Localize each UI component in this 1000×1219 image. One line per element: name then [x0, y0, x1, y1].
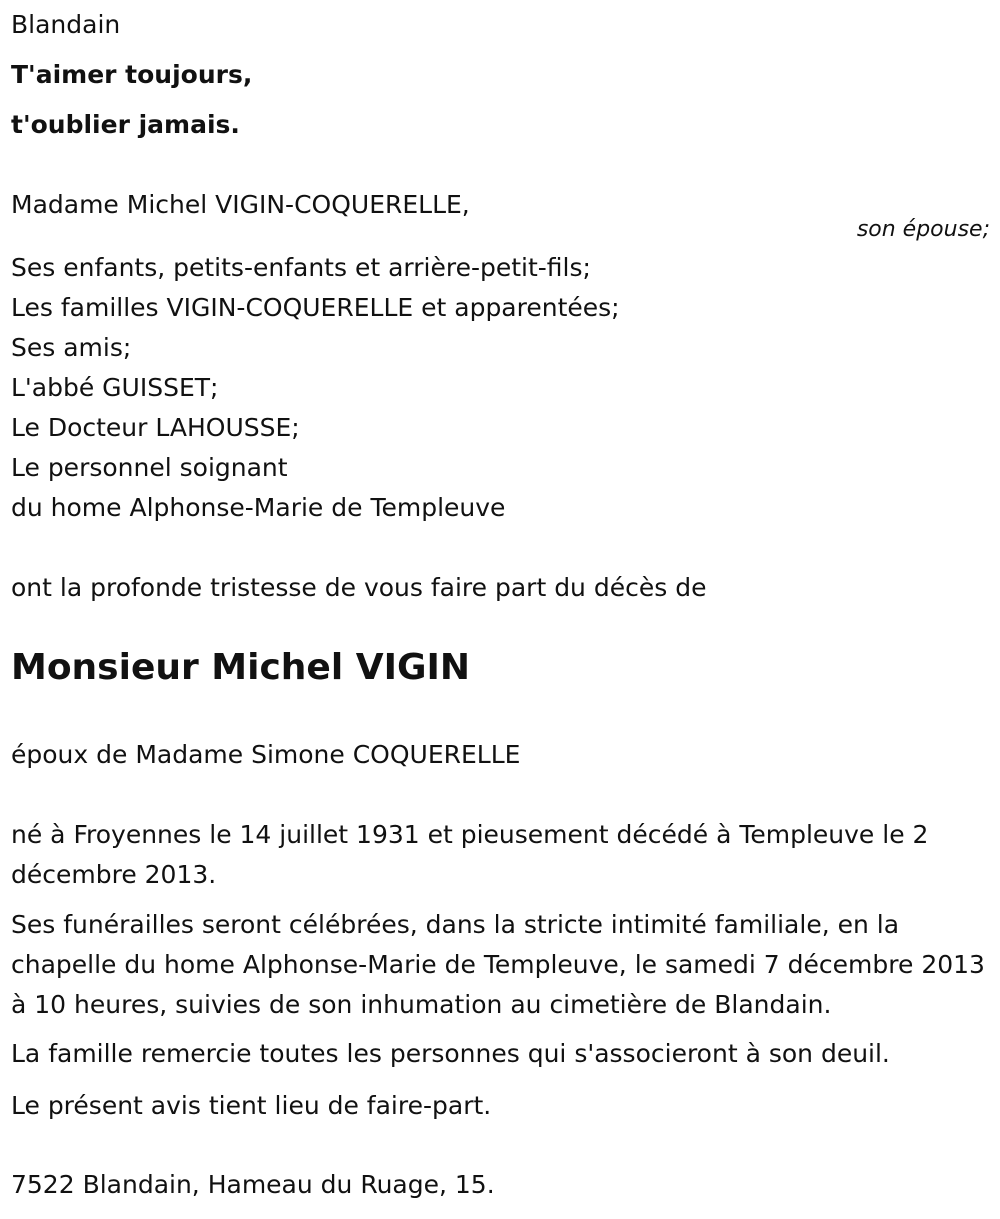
mourner-line: Le Docteur LAHOUSSE; [11, 413, 300, 442]
announcement-text: ont la profonde tristesse de vous faire part du décès de [11, 573, 707, 602]
mourner-line: Le personnel soignant [11, 453, 288, 482]
spouse-name: Madame Michel VIGIN-COQUERELLE, [11, 190, 470, 219]
mourner-line: Ses amis; [11, 333, 132, 362]
thanks-paragraph: La famille remercie toutes les personnes qui s'associeront à son deuil. [11, 1039, 890, 1068]
funeral-paragraph: Ses funérailles seront célébrées, dans la stricte intimité familiale, en la chapelle du home Alphonse-Marie de Templeuve, le samedi 7 décembre 2013 à 10 heures, suivies de son inhumation au cimetière de Blandain. [11, 910, 985, 1019]
mourner-line: L'abbé GUISSET; [11, 373, 219, 402]
spouse-role: son épouse; [856, 217, 990, 242]
mourner-line: Ses enfants, petits-enfants et arrière-petit-fils; [11, 253, 591, 282]
address-line: 7522 Blandain, Hameau du Ruage, 15. [11, 1170, 495, 1199]
mourner-line: du home Alphonse-Marie de Templeuve [11, 493, 506, 522]
spouse-of-text: époux de Madame Simone COQUERELLE [11, 740, 521, 769]
birth-death-paragraph: né à Froyennes le 14 juillet 1931 et pieusement décédé à Templeuve le 2 décembre 2013. [11, 820, 929, 889]
motto-line-2: t'oublier jamais. [11, 110, 240, 139]
notice-paragraph: Le présent avis tient lieu de faire-part. [11, 1091, 492, 1120]
motto-line-1: T'aimer toujours, [11, 60, 253, 89]
deceased-name: Monsieur Michel VIGIN [11, 647, 471, 688]
place-heading: Blandain [11, 10, 121, 39]
mourner-line: Les familles VIGIN-COQUERELLE et apparentées; [11, 293, 620, 322]
